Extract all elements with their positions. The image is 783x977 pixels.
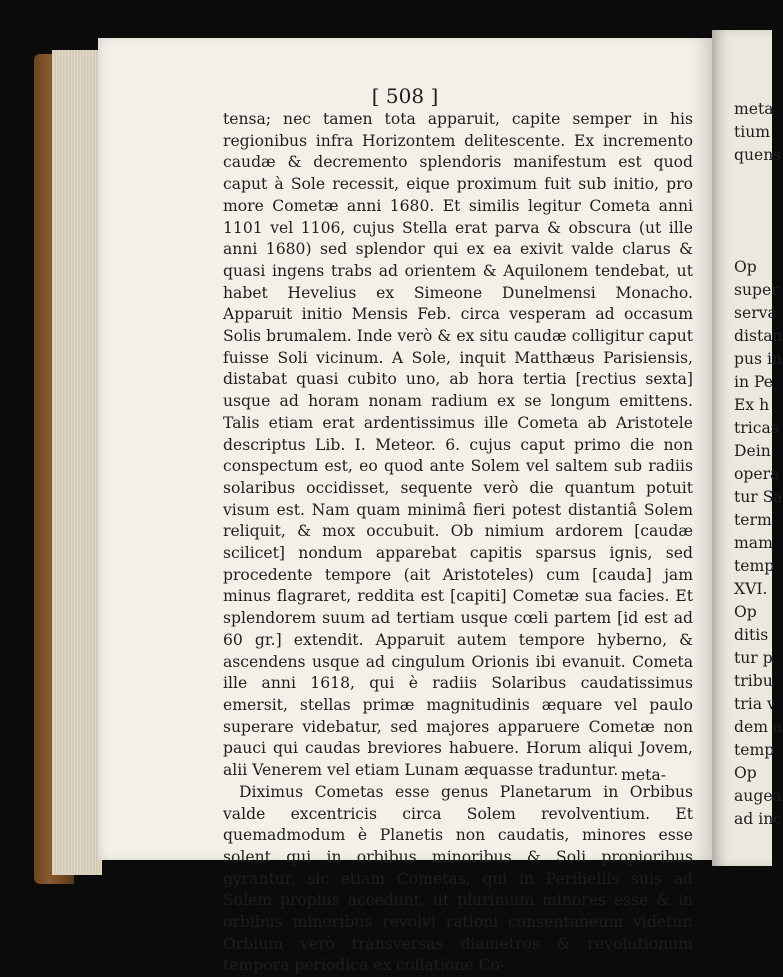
- facing-page-fragment: tur p: [734, 649, 773, 667]
- facing-page-fragment: XVI.: [734, 580, 768, 598]
- facing-page-fragment: Dein: [734, 442, 771, 460]
- facing-page-fragment: tria v: [734, 695, 776, 713]
- facing-page-fragment: ad inc: [734, 810, 782, 828]
- facing-page-fragment: dem a: [734, 718, 783, 736]
- facing-page-fragment: term: [734, 511, 772, 529]
- facing-page-fragment: mam: [734, 534, 773, 552]
- page-number: [ 508 ]: [371, 84, 439, 108]
- catchword: meta-: [621, 766, 666, 784]
- paragraph-2: Diximus Cometas esse genus Planetarum in Orbibus valde excentricis circa Solem revolventium. Et quemadmodum è Planetis non caudatis, minores esse solent qui in orbibus minoribus & Soli propioribus gyrantur, sic etiam Cometas, qui in Periheliis suis ad Solem propius accedunt, ut plurimum minores esse & in orbibus minoribus revolvi rationi consentaneum videtur. Orbium verò transversas diametros & revolutionum tempora periodica ex collatione Co-: [223, 782, 693, 975]
- page-edges: [52, 50, 102, 875]
- facing-page-fragment: pus in: [734, 350, 783, 368]
- facing-page-fragment: serva: [734, 304, 777, 322]
- facing-page-fragment: augea: [734, 787, 782, 805]
- book-page: [98, 38, 712, 975]
- facing-page-fragment: Ex h: [734, 396, 770, 414]
- facing-page-fragment: in Pe: [734, 373, 774, 391]
- facing-page-fragment: tium: [734, 123, 771, 141]
- facing-page-fragment: tricas: [734, 419, 779, 437]
- facing-page-fragment: super: [734, 281, 779, 299]
- facing-page-fragment: Op: [734, 764, 757, 782]
- facing-page-fragment: tur Sa: [734, 488, 783, 506]
- facing-page-fragment: Op: [734, 603, 757, 621]
- facing-page-fragment: temp: [734, 741, 775, 759]
- facing-page-fragment: opera: [734, 465, 780, 483]
- facing-page-fragment: Op: [734, 258, 757, 276]
- facing-page-fragment: quens: [734, 146, 782, 164]
- facing-page: [712, 30, 783, 866]
- facing-page-fragment: meta: [734, 100, 774, 118]
- page-body: [223, 109, 693, 977]
- facing-page-fragment: tribu: [734, 672, 773, 690]
- facing-page-fragment: distan: [734, 327, 783, 345]
- facing-page-fragment: ditis: [734, 626, 769, 644]
- facing-page-fragment: temp: [734, 557, 775, 575]
- paragraph-1: tensa; nec tamen tota apparuit, capite semper in his regionibus infra Horizontem delitescente. Ex incremento caudæ & decremento splendoris manifestum est quod caput à Sole recessit, eique proximum fuit sub initio, pro more Cometæ anni 1680. Et similis legitur Cometa anni 1101 vel 1106, cujus Stella erat parva & obscura (ut ille anni 1680) sed splendor qui ex ea exivit valde clarus & quasi ingens trabs ad orientem & Aquilonem tendebat, ut habet Hevelius ex Simeone Dunelmensi Monacho. Apparuit initio Mensis Feb. circa vesperam ad occasum Solis brumalem. Inde verò & ex situ caudæ colligitur caput fuisse Soli vicinum. A Sole, inquit Matthæus Parisiensis, distabat quasi cubito uno, ab hora tertia [rectius sexta] usque ad horam nonam radium ex se longum emittens. Talis etiam erat ardentissimus ille Cometa ab Aristotele descriptus Lib. I. Meteor. 6. cujus caput primo die non conspectum est, eo quod ante Solem vel saltem sub radiis solaribus occidisset, sequente verò die quantum potuit visum est. Nam quam minimâ fieri potest distantiâ Solem reliquit, & mox occubuit. Ob nimium ardorem [caudæ scilicet] nondum apparebat capitis sparsus ignis, sed procedente tempore (ait Aristoteles) cum [cauda] jam minus flagraret, reddita est [capiti] Cometæ sua facies. Et splendorem suum ad tertiam usque cœli partem [id est ad 60 gr.] extendit. Apparuit autem tempore hyberno, & ascendens usque ad cingulum Orionis ibi evanuit. Cometa ille anni 1618, qui è radiis Solaribus caudatissimus emersit, stellas primæ magnitudinis æquare vel paulo superare videbatur, sed majores apparuere Cometæ non pauci qui caudas breviores habuere. Horum aliqui Jovem, alii Venerem vel etiam Lunam æquasse traduntur.: [223, 110, 693, 780]
